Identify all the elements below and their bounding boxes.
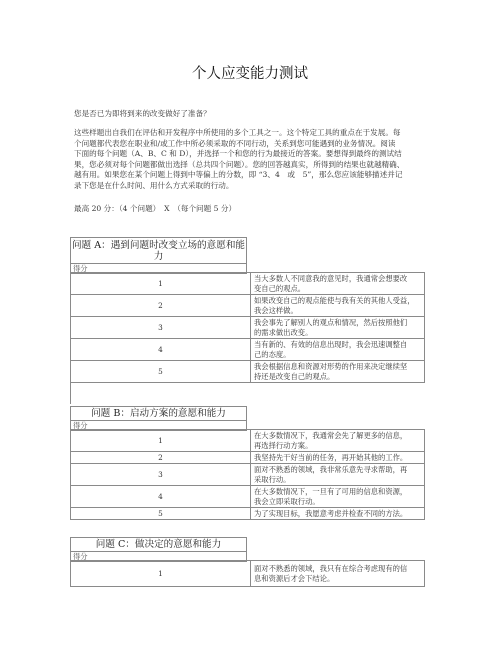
option-cell (251, 430, 425, 452)
option-cell (251, 508, 425, 520)
option-cell (251, 561, 425, 587)
option-line: 持还是改变自己的观点。 (254, 371, 335, 381)
option-line: 己的态度。 (254, 349, 291, 359)
score-header: 得分 (71, 264, 247, 274)
score-cell: 5 (71, 361, 251, 383)
score-cell: 1 (71, 561, 251, 587)
intro-line: 这些样题出自我们在评估和开发程序中所使用的多个工具之一。这个特定工具的重点在于发展。每 (74, 128, 401, 137)
score-header: 得分 (71, 421, 247, 431)
option-line: 我会根据信息和资源对形势的作用来决定继续坚 (254, 361, 408, 371)
option-line: 息和资源后才会下结论。 (254, 573, 335, 583)
option-cell (251, 273, 425, 295)
score-cell: 4 (71, 486, 251, 508)
option-line: 我坚持先干好当前的任务，再开始其他的工作。 (254, 452, 408, 462)
question-a-title (71, 238, 247, 264)
intro-line: 个问题都代表您在职业和/或工作中所必须采取的不同行动，关系到您可能遇到的业务情况。阅读 (74, 138, 396, 148)
question-c-title-line: 问题 C：做决定的意愿和能力 (95, 539, 222, 550)
option-line: 在大多数情况下，我通常会先了解更多的信息， (254, 430, 408, 440)
option-line: 如果改变自己的观点能使与我有关的其他人受益， (254, 295, 415, 305)
score-cell: 1 (71, 430, 251, 452)
score-cell: 2 (71, 452, 251, 464)
question-c-rows (70, 560, 425, 587)
question-a-table (70, 237, 248, 274)
question-b-title-line: 问题 B：启动方案的意愿和能力 (91, 408, 226, 419)
option-cell (251, 317, 425, 339)
question-b-table (70, 406, 247, 431)
intro-line: 录下您是在什么时间、用什么方式采取的行动。 (74, 180, 234, 190)
score-cell: 3 (71, 464, 251, 486)
option-line: 我会事先了解别人的观点和情况，然后按照他们 (254, 317, 408, 327)
option-cell (251, 295, 425, 317)
page-title: 个人应变能力测试 (192, 66, 308, 82)
score-cell: 3 (71, 317, 251, 339)
question-c-table (70, 537, 247, 562)
option-line: 当有新的、有效的信息出现时，我会迅速调整自 (254, 339, 408, 349)
intro-question: 您是否已为即将到来的改变做好了准备？ (74, 109, 211, 118)
score-note: 最高 20 分：（4 个问题） X （每个问题 5 分） (74, 204, 237, 213)
score-cell: 1 (71, 273, 251, 295)
option-cell (251, 339, 425, 361)
question-a-title-line: 问题 A：遇到问题时改变立场的意愿和能 (71, 239, 246, 251)
score-header: 得分 (71, 552, 247, 562)
score-cell: 5 (71, 508, 251, 520)
intro-paragraph (74, 128, 440, 191)
score-cell: 4 (71, 339, 251, 361)
option-cell (251, 486, 425, 508)
score-cell: 2 (71, 295, 251, 317)
intro-line: 果，您必须对每个问题都做出选择（总共四个问题）。您的回答越真实，所得到的结果也就越精确、 (74, 159, 405, 169)
option-line: 再选择行动方案。 (254, 440, 313, 450)
option-line: 当大多数人不同意我的意见时，我通常会想要改 (254, 273, 408, 283)
option-line: 的需求做出改变。 (254, 327, 313, 337)
question-a-rows (70, 272, 425, 404)
option-line: 面对不熟悉的领域，我只有在综合考虑现有的信 (254, 563, 408, 573)
intro-line: 越有用。如果您在某个问题上得到中等偏上的分数，即 “3、4 或 5”，那么您应该能够描述并记 (74, 170, 403, 179)
option-line: 我会这样做。 (254, 305, 298, 315)
blank-cell (251, 383, 425, 404)
option-line: 为了实现目标，我愿意考虑并检查不同的方法。 (254, 508, 408, 518)
blank-cell (71, 383, 251, 404)
option-cell (251, 464, 425, 486)
option-cell (251, 361, 425, 383)
option-line: 在大多数情况下，一旦有了可用的信息和资源， (254, 486, 408, 496)
option-line: 采取行动。 (254, 474, 291, 484)
option-line: 面对不熟悉的领域，我非常乐意先寻求帮助，再 (254, 464, 408, 474)
option-line: 我会立即采取行动。 (254, 496, 320, 506)
question-b-title (71, 407, 247, 421)
question-b-rows (70, 429, 425, 520)
option-cell (251, 452, 425, 464)
question-a-title-line: 力 (153, 250, 164, 262)
question-c-title (71, 538, 247, 552)
intro-line: 下面的每个问题（A、B、C 和 D），并选择一个和您的行为最接近的答案。要想得到最终的测试结 (74, 149, 402, 158)
option-line: 变自己的观点。 (254, 283, 306, 293)
